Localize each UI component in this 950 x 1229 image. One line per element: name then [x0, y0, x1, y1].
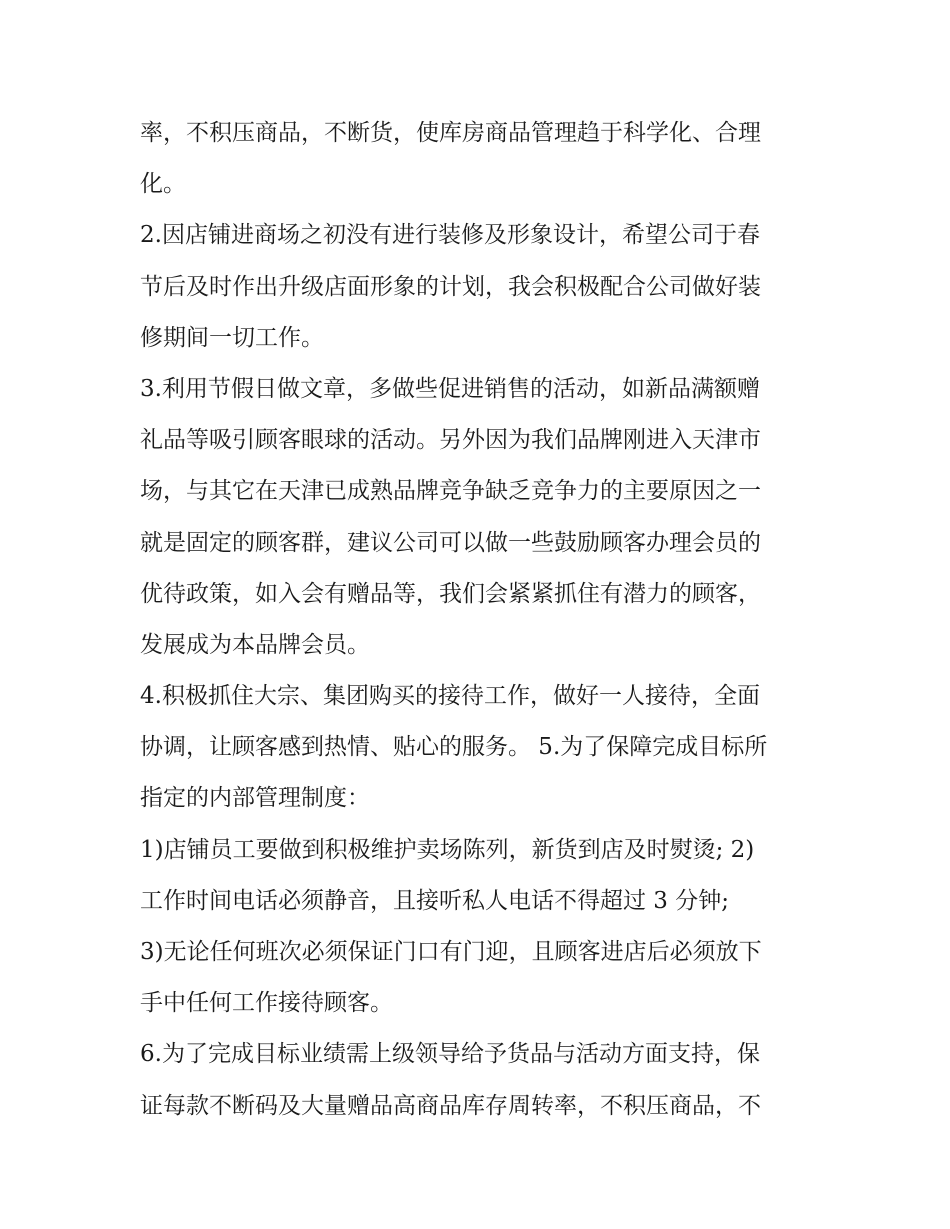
text-line: 6.为了完成目标业绩需上级领导给予货品与活动方面支持，保	[140, 1041, 760, 1068]
text-line: 3)无论任何班次必须保证门口有门迎，且顾客进店后必须放下	[140, 939, 762, 965]
text-line: 优待政策，如入会有赠品等，我们会紧紧抓住有潜力的顾客，	[140, 580, 761, 607]
text-line: 就是固定的顾客群，建议公司可以做一些鼓励顾客办理会员的	[140, 529, 761, 556]
text-line: 率，不积压商品，不断货，使库房商品管理趋于科学化、合理	[140, 120, 761, 146]
text-line: 协调，让顾客感到热情、贴心的服务。 5.为了保障完成目标所	[140, 734, 768, 761]
text-line: 2.因店铺进商场之初没有进行装修及形象设计，希望公司于春	[140, 222, 760, 249]
text-line: 工作时间电话必须静音，且接听私人电话不得超过 3 分钟;	[140, 887, 730, 914]
text-line: 3.利用节假日做文章，多做些促进销售的活动，如新品满额赠	[140, 375, 760, 402]
text-line: 发展成为本品牌会员。	[140, 631, 370, 658]
text-line: 指定的内部管理制度：	[140, 785, 370, 812]
text-line: 修期间一切工作。	[140, 324, 324, 351]
text-line: 1)店铺员工要做到积极维护卖场陈列，新货到店及时熨烫; 2)	[140, 836, 755, 863]
text-line: 手中任何工作接待顾客。	[140, 990, 393, 1017]
text-line: 4.积极抓住大宗、集团购买的接待工作，做好一人接待，全面	[140, 683, 760, 710]
text-line: 化。	[140, 171, 186, 198]
text-line: 礼品等吸引顾客眼球的活动。另外因为我们品牌刚进入天津市	[140, 427, 761, 454]
text-line: 证每款不断码及大量赠品高商品库存周转率，不积压商品，不	[140, 1092, 761, 1119]
document-body	[140, 108, 820, 1132]
text-line: 场，与其它在天津已成熟品牌竞争缺乏竞争力的主要原因之一	[140, 478, 761, 505]
text-line: 节后及时作出升级店面形象的计划，我会积极配合公司做好装	[140, 273, 761, 300]
